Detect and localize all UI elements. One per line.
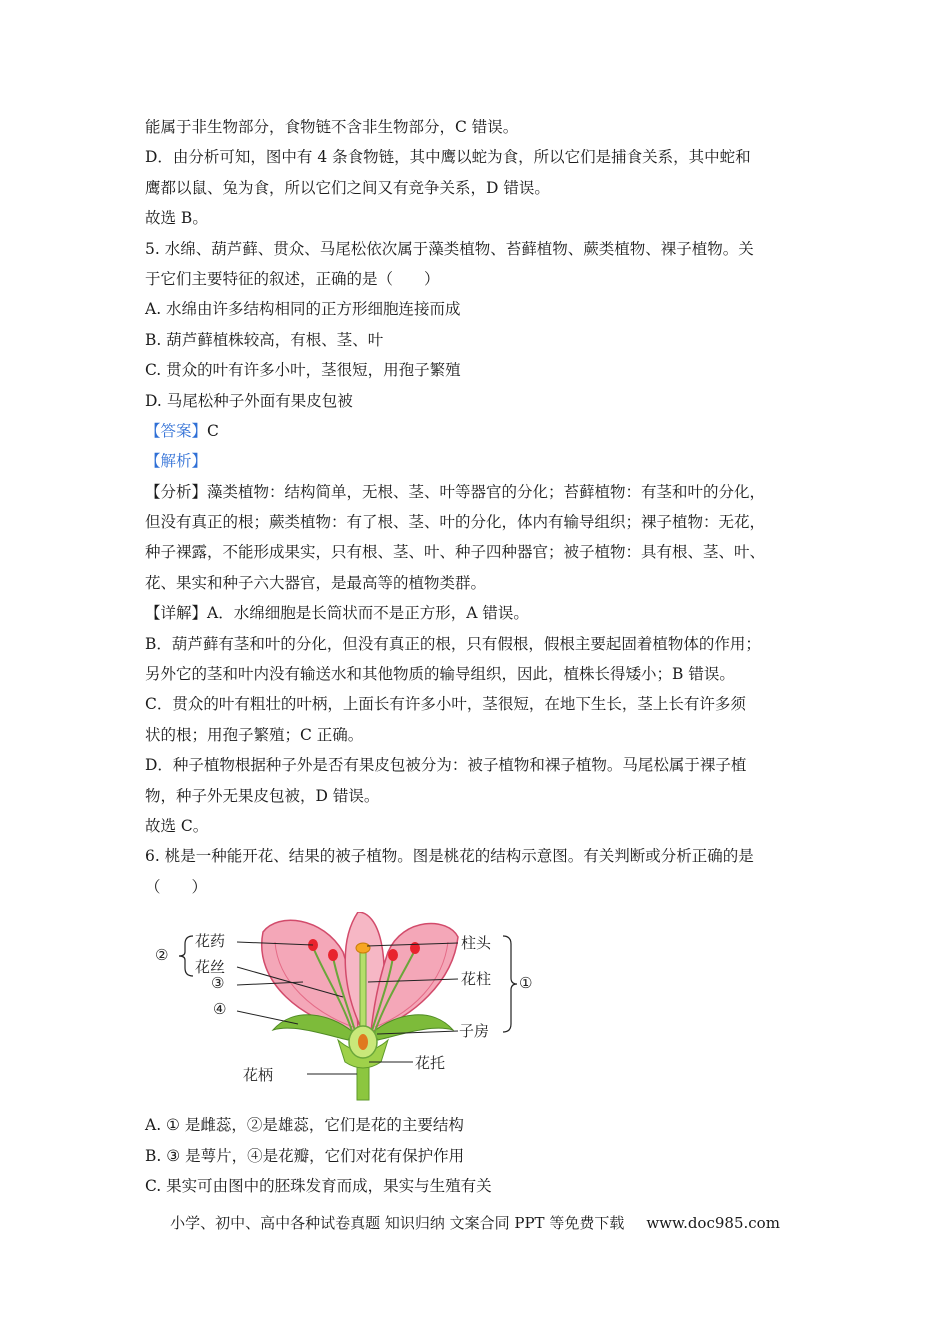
- option-a: A. 水绵由许多结构相同的正方形细胞连接而成: [145, 300, 461, 319]
- detail-line: 另外它的茎和叶内没有输送水和其他物质的输导组织，因此，植株长得矮小；B 错误。: [145, 665, 735, 684]
- option-c: C. 果实可由图中的胚珠发育而成，果实与生殖有关: [145, 1176, 492, 1195]
- analysis-line: 但没有真正的根；蕨类植物：有了根、茎、叶的分化，体内有输导组织；裸子植物：无花，: [145, 513, 766, 532]
- option-c: C. 贯众的叶有许多小叶，茎很短，用孢子繁殖: [145, 361, 461, 380]
- label-2: ②: [155, 946, 169, 965]
- label-huayao: 花药: [195, 932, 226, 951]
- label-zifang: 子房: [459, 1022, 490, 1041]
- label-3: ③: [211, 974, 225, 993]
- detail-line: [145, 598, 815, 628]
- detail-line: C．贯众的叶有粗壮的叶柄，上面长有许多小叶，茎很短，在地下生长，茎上长有许多须: [145, 695, 746, 714]
- peach-flower-diagram: [153, 912, 553, 1102]
- text-line: 故选 B。: [145, 209, 208, 228]
- question-5-stem: 5. 水绵、葫芦藓、贯众、马尾松依次属于藻类植物、苔藓植物、蕨类植物、裸子植物。关: [145, 239, 754, 258]
- answer-value: C: [207, 421, 219, 440]
- option-b: B. 葫芦藓植株较高，有根、茎、叶: [145, 330, 384, 349]
- label-huasi: 花丝: [195, 958, 226, 977]
- text-line: 能属于非生物部分，食物链不含非生物部分，C 错误。: [145, 118, 519, 136]
- footer-text: 小学、初中、高中各种试卷真题 知识归纳 文案合同 PPT 等免费下载: [170, 1214, 625, 1232]
- analysis-heading: [145, 446, 815, 476]
- analysis-line: 花、果实和种子六大器官，是最高等的植物类群。: [145, 573, 487, 592]
- detail-line: 故选 C。: [145, 816, 209, 835]
- fenxi-tag: 【分析】: [145, 482, 208, 501]
- analysis-tag: 【解析】: [145, 452, 208, 471]
- text-line: D．由分析可知，图中有 4 条食物链，其中鹰以蛇为食，所以它们是捕食关系，其中蛇和: [145, 148, 751, 167]
- option-a: A. ① 是雌蕊，②是雄蕊，它们是花的主要结构: [145, 1116, 464, 1135]
- answer-tag: 【答案】: [145, 421, 208, 440]
- label-huabing: 花柄: [243, 1066, 274, 1085]
- answer-line: [145, 416, 815, 446]
- detail-line: D．种子植物根据种子外是否有果皮包被分为：被子植物和裸子植物。马尾松属于裸子植: [145, 756, 747, 775]
- analysis-line: 种子裸露，不能形成果实，只有根、茎、叶、种子四种器官；被子植物：具有根、茎、叶、: [145, 543, 766, 562]
- label-zhutou: 柱头: [461, 934, 492, 953]
- question-6-stem: 6. 桃是一种能开花、结果的被子植物。图是桃花的结构示意图。有关判断或分析正确的是: [145, 847, 754, 866]
- xiangjie-tag: 【详解】: [145, 604, 208, 623]
- detail-line: 状的根；用孢子繁殖；C 正确。: [145, 725, 364, 744]
- detail-line: 物，种子外无果皮包被，D 错误。: [145, 786, 380, 805]
- detail-line: B．葫芦藓有茎和叶的分化，但没有真正的根，只有假根，假根主要起固着植物体的作用；: [145, 634, 761, 653]
- text-line: 鹰都以鼠、兔为食，所以它们之间又有竞争关系，D 错误。: [145, 178, 550, 197]
- fenxi-text: 藻类植物：结构简单，无根、茎、叶等器官的分化；苔藓植物：有茎和叶的分化，: [207, 482, 766, 501]
- label-1: ①: [519, 974, 533, 993]
- document-body: [145, 112, 815, 1201]
- footer-url[interactable]: www.doc985.com: [646, 1214, 780, 1232]
- label-huazhu: 花柱: [461, 970, 492, 989]
- page-footer: [0, 1212, 950, 1233]
- question-6-stem: （ ）: [145, 877, 208, 896]
- option-b: B. ③ 是萼片，④是花瓣，它们对花有保护作用: [145, 1146, 465, 1165]
- label-4: ④: [213, 1000, 227, 1019]
- label-huatuo: 花托: [415, 1054, 446, 1073]
- question-5-stem: 于它们主要特征的叙述，正确的是（ ）: [145, 269, 440, 288]
- analysis-line: [145, 477, 815, 507]
- xiangjie-text: A．水绵细胞是长筒状而不是正方形，A 错误。: [207, 604, 529, 623]
- option-d: D. 马尾松种子外面有果皮包被: [145, 391, 353, 410]
